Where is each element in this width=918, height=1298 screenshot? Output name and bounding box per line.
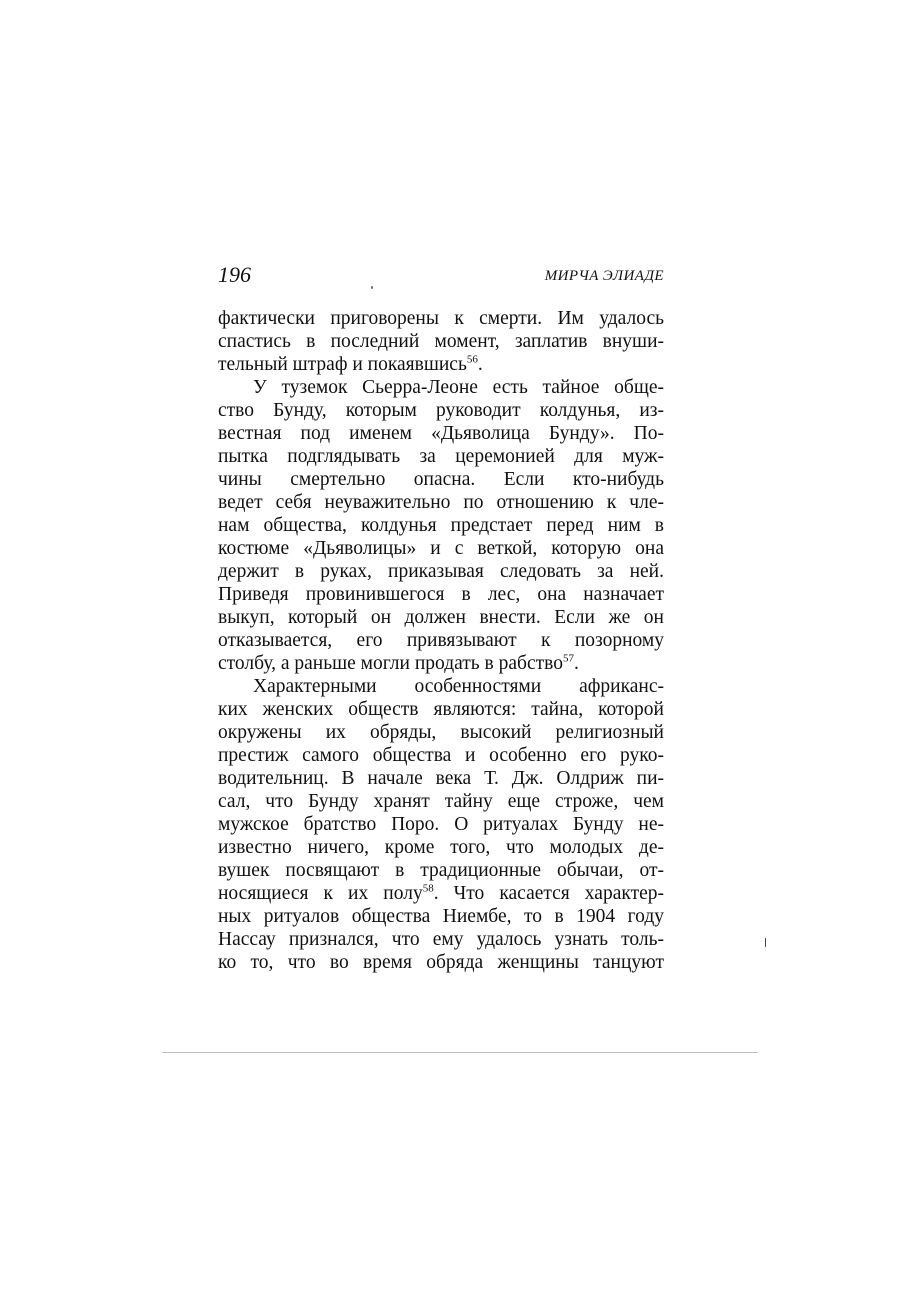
text-line: ство Бунду, которым руководит колдунья, из- (218, 400, 664, 421)
scan-speck (765, 938, 766, 947)
scan-speck (371, 286, 373, 289)
text-line: водительниц. В начале века Т. Дж. Олдриж пи- (218, 768, 664, 789)
text-line: сал, что Бунду хранят тайну еще строже, чем (218, 791, 664, 812)
text-line: тельный штраф и покаявшись$^{56}$. (218, 353, 483, 375)
text-line: держит в руках, приказывая следовать за ней. (218, 561, 664, 582)
text-line: вестная под именем «Дьяволица Бунду». По- (218, 423, 664, 444)
text-line: костюме «Дьяволицы» и с веткой, которую она (218, 538, 664, 559)
page-number: 196 (218, 262, 251, 287)
text-line: известно ничего, кроме того, что молодых де- (218, 837, 664, 858)
text-line: Приведя провинившегося в лес, она назначает (218, 584, 664, 605)
text-line: ведет себя неуважительно по отношению к чле- (218, 492, 664, 513)
footnote-ref: 56 (466, 353, 478, 366)
text-line: У туземок Сьерра-Леоне есть тайное обще- (253, 377, 664, 398)
text-line: носящиеся к их полу$^{58}$. Что касается характер- (218, 882, 664, 904)
text-line: мужское братство Поро. О ритуалах Бунду не- (218, 814, 664, 835)
text-line: выкуп, который он должен внести. Если же он (218, 607, 664, 628)
text-line: чины смертельно опасна. Если кто-нибудь (218, 469, 664, 490)
text-line: ко то, что во время обряда женщины танцуют (218, 952, 664, 973)
footnote-ref: 58 (422, 882, 434, 895)
page-bottom-rule (162, 1052, 758, 1053)
page-header (218, 262, 664, 290)
text-line: отказывается, его привязывают к позорному (218, 630, 664, 651)
text-line: нам общества, колдунья предстает перед ним в (218, 515, 664, 536)
text-line: окружены их обряды, высокий религиозный (218, 722, 664, 743)
text-line: ных ритуалов общества Ниембе, то в 1904 году (218, 906, 664, 927)
text-line: вушек посвящают в традиционные обычаи, от- (218, 860, 664, 881)
text-line: Нассау признался, что ему удалось узнать толь- (218, 929, 664, 950)
body-text (218, 307, 664, 974)
text-line: спастись в последний момент, заплатив внуши- (218, 331, 664, 352)
text-line: престиж самого общества и особенно его руко- (218, 745, 664, 766)
text-line: столбу, а раньше могли продать в рабство$^{57}$. (218, 652, 579, 674)
running-head: МИРЧА ЭЛИАДЕ (544, 268, 664, 284)
text-line: фактически приговорены к смерти. Им удалось (218, 308, 664, 329)
text-line: Характерными особенностями африканс- (253, 676, 664, 697)
text-line: пытка подглядывать за церемонией для муж- (218, 446, 664, 467)
footnote-ref: 57 (562, 652, 574, 665)
text-line: ких женских обществ являются: тайна, которой (218, 699, 664, 720)
